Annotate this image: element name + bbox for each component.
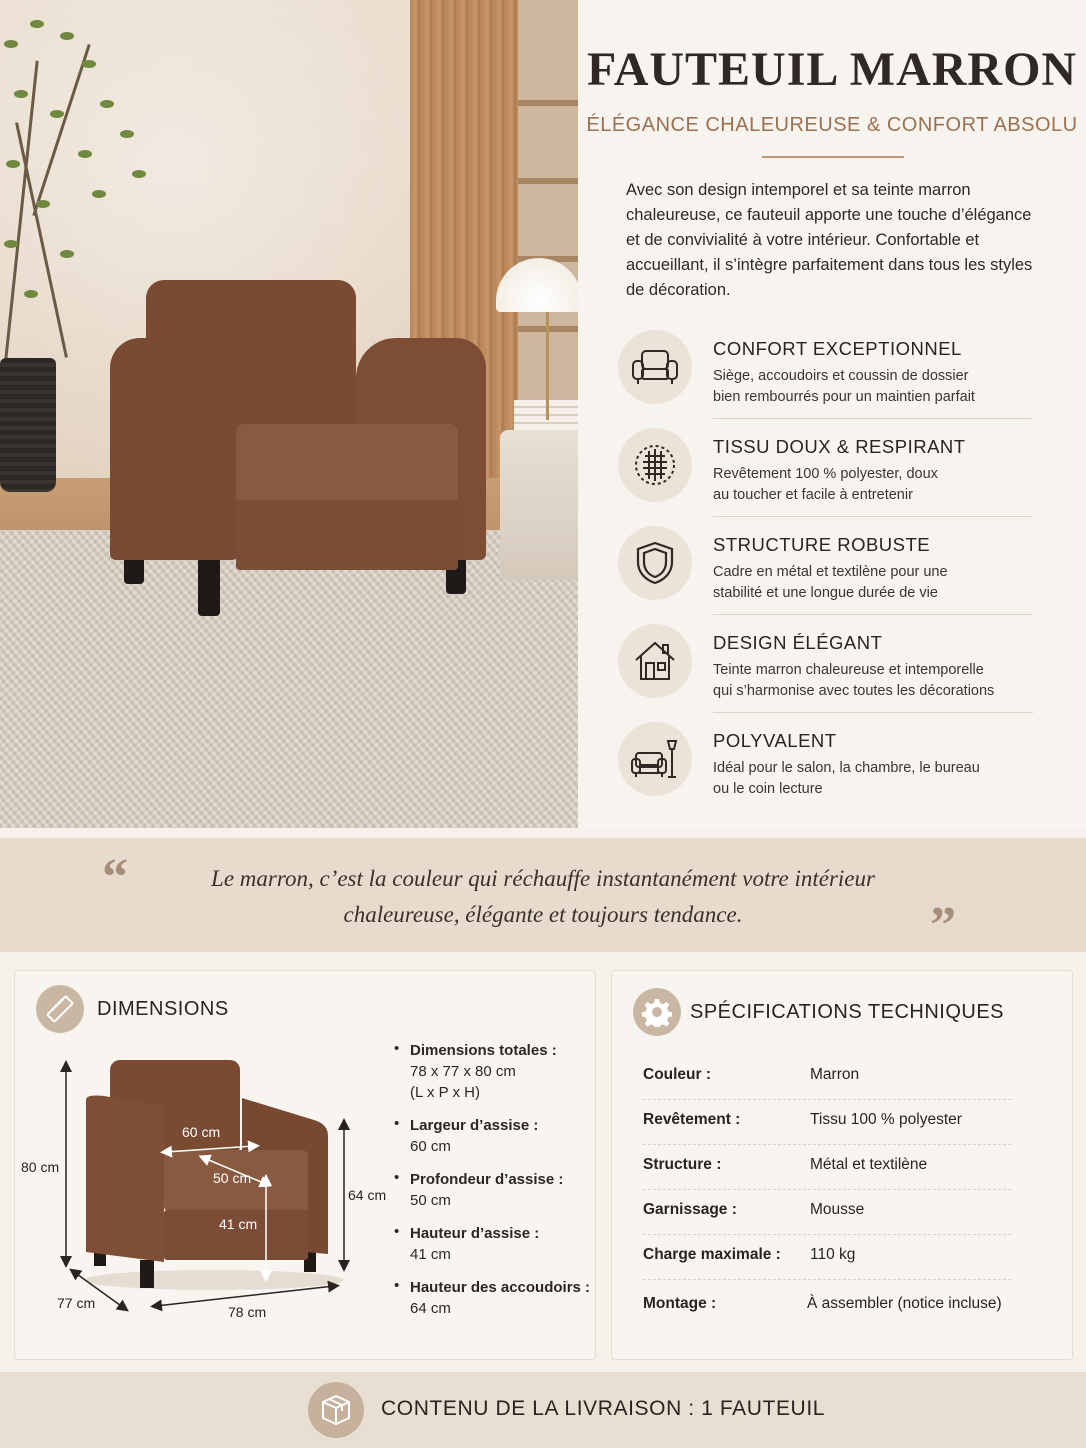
seat-depth-label: 50 cm (213, 1170, 252, 1186)
feature-title: DESIGN ÉLÉGANT (713, 632, 883, 653)
fabric-weave-icon (618, 428, 692, 502)
spec-row: Montage : À assembler (notice incluse) (643, 1295, 1002, 1312)
feature-title: CONFORT EXCEPTIONNEL (713, 338, 962, 359)
depth-label: 77 cm (57, 1295, 96, 1311)
seat-width-label: 60 cm (182, 1124, 221, 1140)
rug (0, 530, 578, 828)
spec-row: Revêtement : Tissu 100 % polyester (643, 1099, 1011, 1145)
feature-title: TISSU DOUX & RESPIRANT (713, 436, 966, 457)
width-label: 78 cm (228, 1304, 267, 1320)
list-item: • Largeur d’assise : 60 cm (394, 1115, 594, 1157)
feature-item-design (618, 624, 1038, 720)
delivery-contents: CONTENU DE LA LIVRAISON : 1 FAUTEUIL (381, 1397, 826, 1420)
spec-row: Charge maximale : 110 kg (643, 1234, 1011, 1280)
feature-description: Teinte marron chaleureuse et intemporelle qui s’harmonise avec toutes les décorations (713, 662, 995, 699)
feature-item-fabric (618, 428, 1038, 524)
quote-line-2: chaleureuse, élégante et toujours tendance. (343, 902, 743, 927)
feature-title: POLYVALENT (713, 730, 837, 751)
list-item: • Profondeur d’assise : 50 cm (394, 1169, 594, 1211)
feature-description: Cadre en métal et textilène pour une stabilité et une longue durée de vie (713, 564, 948, 601)
ruler-icon (36, 985, 84, 1033)
intro-paragraph: Avec son design intemporel et sa teinte marron chaleureuse, ce fauteuil apporte une touche d’élégance et de convivialité à votre intérieur. Confortable et accueillant, il s’intègre parfaitement dans tous les styles de décoration. (626, 181, 1033, 299)
quote-band (0, 838, 1086, 952)
spec-row: Garnissage : Mousse (643, 1189, 1011, 1235)
list-item: • Dimensions totales : 78 x 77 x 80 cm (L x P x H) (394, 1040, 594, 1103)
plant-pot (0, 358, 56, 492)
feature-description: Siège, accoudoirs et coussin de dossier bien rembourrés pour un maintien parfait (713, 368, 975, 405)
seat-height-label: 41 cm (219, 1216, 258, 1232)
title-divider (762, 156, 904, 158)
feature-item-structure (618, 526, 1038, 622)
spec-row: Couleur : Marron (643, 1054, 1011, 1100)
feature-description: Idéal pour le salon, la chambre, le bureau ou le coin lecture (713, 760, 980, 797)
feature-item-comfort (618, 330, 1038, 426)
armchair-icon (618, 330, 692, 404)
shield-icon (618, 526, 692, 600)
spec-row: Structure : Métal et textilène (643, 1144, 1011, 1190)
side-table (500, 430, 578, 580)
house-icon (618, 624, 692, 698)
product-photo (0, 0, 578, 828)
feature-title: STRUCTURE ROBUSTE (713, 534, 931, 555)
dimensions-title: DIMENSIONS (97, 998, 229, 1020)
gear-icon (633, 988, 681, 1036)
specs-title: SPÉCIFICATIONS TECHNIQUES (690, 1001, 1005, 1023)
quote-open-mark: “ (102, 849, 128, 906)
height-total-label: 80 cm (21, 1159, 60, 1175)
package-box-icon (308, 1382, 364, 1438)
arm-height-label: 64 cm (348, 1187, 387, 1203)
feature-description: Revêtement 100 % polyester, doux au toucher et facile à entretenir (713, 466, 938, 503)
list-item: • Hauteur d’assise : 41 cm (394, 1223, 594, 1265)
page-subtitle: ÉLÉGANCE CHALEUREUSE & CONFORT ABSOLU (586, 114, 1078, 136)
dimensions-list (394, 1040, 594, 1331)
page-title: FAUTEUIL MARRON (586, 43, 1078, 96)
quote-close-mark: ” (930, 897, 956, 954)
sofa-lamp-icon (618, 722, 692, 796)
feature-item-versatile (618, 722, 1038, 818)
list-item: • Hauteur des accoudoirs : 64 cm (394, 1277, 594, 1319)
quote-line-1: Le marron, c’est la couleur qui réchauffe instantanément votre intérieur (211, 866, 875, 891)
